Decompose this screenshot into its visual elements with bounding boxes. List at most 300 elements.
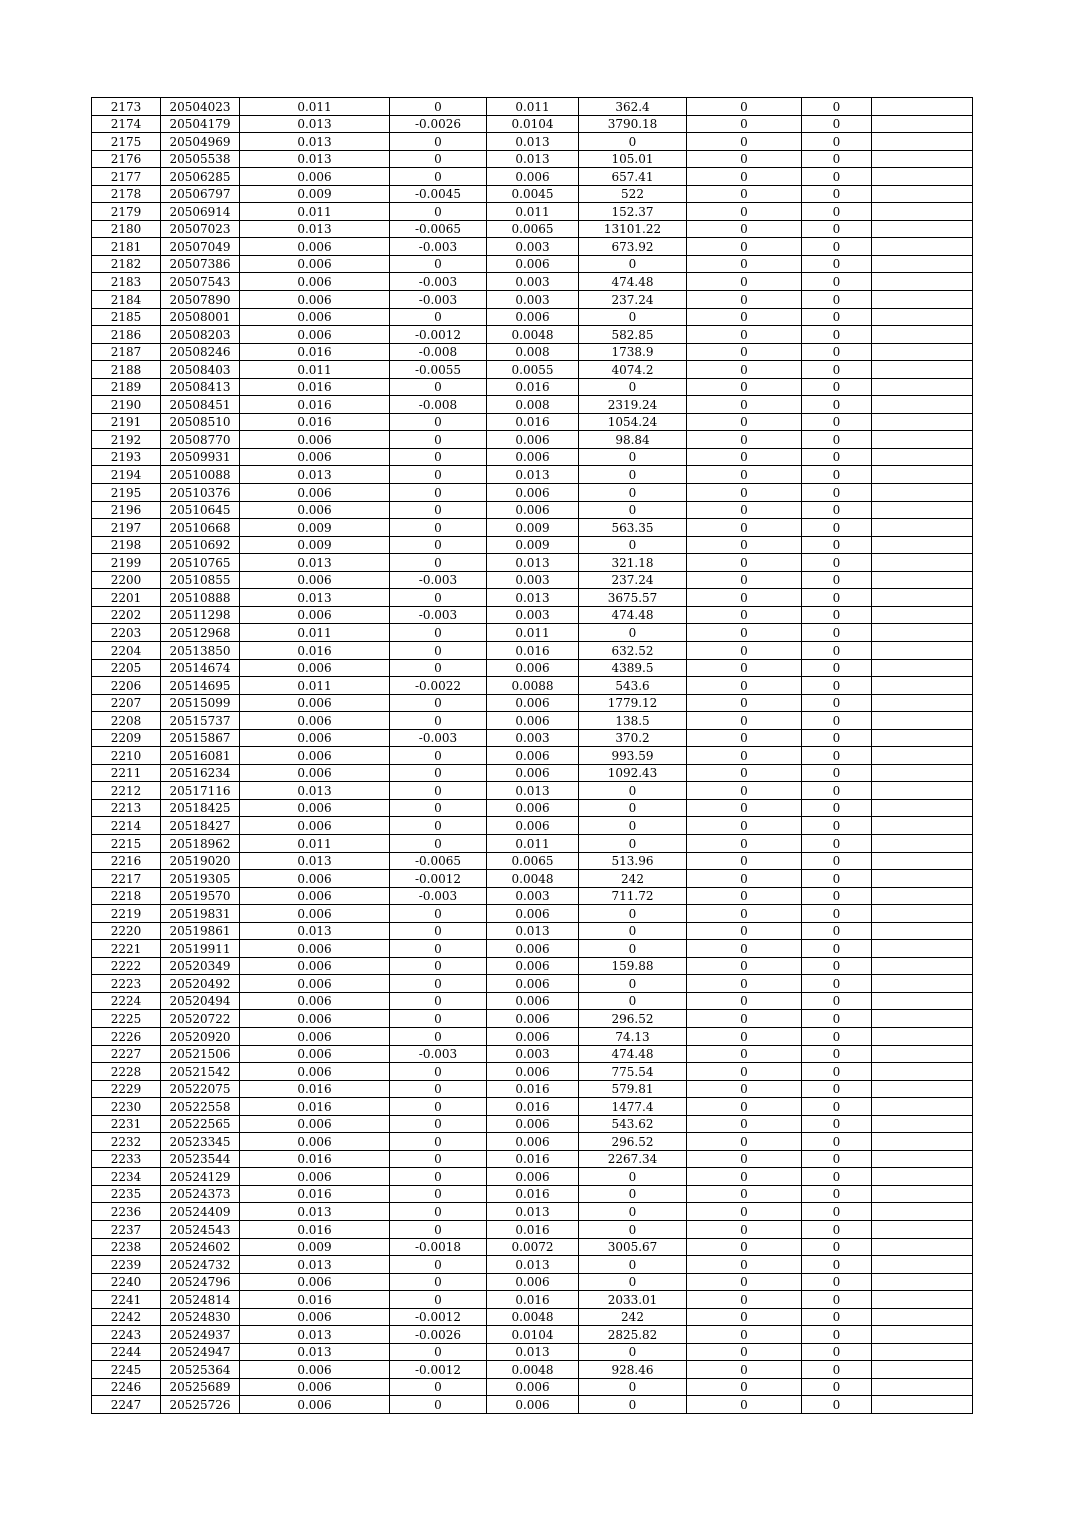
value-b-cell: 0.0055	[487, 361, 579, 379]
value-b-cell: 0.0048	[487, 326, 579, 344]
amount-cell: 1738.9	[579, 343, 687, 361]
amount-cell: 0	[579, 975, 687, 993]
value-a-cell: 0.016	[240, 1185, 390, 1203]
table-row	[92, 1080, 973, 1098]
amount-cell: 0	[579, 782, 687, 800]
table-row	[92, 1291, 973, 1309]
adjustment-cell: 0	[390, 308, 487, 326]
row-number-cell: 2211	[92, 764, 161, 782]
id-cell: 20522075	[161, 1080, 240, 1098]
zero-col-1-cell: 0	[687, 571, 802, 589]
zero-col-2-cell: 0	[802, 1168, 872, 1186]
row-number-cell: 2228	[92, 1063, 161, 1081]
blank-cell	[872, 992, 973, 1010]
row-number-cell: 2214	[92, 817, 161, 835]
row-number-cell: 2225	[92, 1010, 161, 1028]
amount-cell: 0	[579, 992, 687, 1010]
id-cell: 20507543	[161, 273, 240, 291]
id-cell: 20523544	[161, 1150, 240, 1168]
value-a-cell: 0.006	[240, 308, 390, 326]
blank-cell	[872, 413, 973, 431]
value-a-cell: 0.013	[240, 115, 390, 133]
amount-cell: 242	[579, 870, 687, 888]
table-row	[92, 291, 973, 309]
blank-cell	[872, 1343, 973, 1361]
amount-cell: 0	[579, 501, 687, 519]
adjustment-cell: 0	[390, 589, 487, 607]
zero-col-2-cell: 0	[802, 1133, 872, 1151]
amount-cell: 993.59	[579, 747, 687, 765]
adjustment-cell: 0	[390, 641, 487, 659]
adjustment-cell: -0.0065	[390, 852, 487, 870]
id-cell: 20524796	[161, 1273, 240, 1291]
value-a-cell: 0.013	[240, 782, 390, 800]
adjustment-cell: -0.003	[390, 606, 487, 624]
id-cell: 20513850	[161, 641, 240, 659]
zero-col-2-cell: 0	[802, 238, 872, 256]
amount-cell: 0	[579, 1378, 687, 1396]
id-cell: 20507386	[161, 255, 240, 273]
row-number-cell: 2185	[92, 308, 161, 326]
value-b-cell: 0.006	[487, 1063, 579, 1081]
zero-col-2-cell: 0	[802, 852, 872, 870]
table-row	[92, 1168, 973, 1186]
table-row	[92, 1115, 973, 1133]
blank-cell	[872, 1133, 973, 1151]
value-b-cell: 0.008	[487, 343, 579, 361]
table-row	[92, 1378, 973, 1396]
table-row	[92, 396, 973, 414]
amount-cell: 296.52	[579, 1133, 687, 1151]
value-b-cell: 0.003	[487, 571, 579, 589]
amount-cell: 0	[579, 817, 687, 835]
zero-col-2-cell: 0	[802, 589, 872, 607]
zero-col-1-cell: 0	[687, 712, 802, 730]
blank-cell	[872, 1063, 973, 1081]
zero-col-2-cell: 0	[802, 326, 872, 344]
row-number-cell: 2227	[92, 1045, 161, 1063]
row-number-cell: 2181	[92, 238, 161, 256]
adjustment-cell: -0.0012	[390, 326, 487, 344]
adjustment-cell: -0.008	[390, 396, 487, 414]
zero-col-1-cell: 0	[687, 273, 802, 291]
blank-cell	[872, 238, 973, 256]
table-row	[92, 519, 973, 537]
table-body	[92, 98, 973, 1414]
zero-col-1-cell: 0	[687, 624, 802, 642]
row-number-cell: 2190	[92, 396, 161, 414]
table-row	[92, 1133, 973, 1151]
value-b-cell: 0.006	[487, 431, 579, 449]
amount-cell: 2267.34	[579, 1150, 687, 1168]
zero-col-1-cell: 0	[687, 1010, 802, 1028]
value-b-cell: 0.0048	[487, 870, 579, 888]
blank-cell	[872, 361, 973, 379]
blank-cell	[872, 1150, 973, 1168]
id-cell: 20504969	[161, 133, 240, 151]
table-row	[92, 887, 973, 905]
value-b-cell: 0.0048	[487, 1361, 579, 1379]
value-b-cell: 0.006	[487, 308, 579, 326]
value-b-cell: 0.003	[487, 729, 579, 747]
amount-cell: 4074.2	[579, 361, 687, 379]
table-row	[92, 343, 973, 361]
amount-cell: 0	[579, 466, 687, 484]
adjustment-cell: 0	[390, 203, 487, 221]
table-row	[92, 1010, 973, 1028]
zero-col-1-cell: 0	[687, 1396, 802, 1414]
zero-col-2-cell: 0	[802, 168, 872, 186]
id-cell: 20525364	[161, 1361, 240, 1379]
blank-cell	[872, 1098, 973, 1116]
value-b-cell: 0.006	[487, 940, 579, 958]
id-cell: 20506914	[161, 203, 240, 221]
amount-cell: 1092.43	[579, 764, 687, 782]
value-b-cell: 0.006	[487, 659, 579, 677]
adjustment-cell: 0	[390, 501, 487, 519]
adjustment-cell: 0	[390, 1396, 487, 1414]
id-cell: 20510645	[161, 501, 240, 519]
adjustment-cell: 0	[390, 1063, 487, 1081]
table-row	[92, 659, 973, 677]
table-row	[92, 992, 973, 1010]
value-a-cell: 0.006	[240, 1027, 390, 1045]
table-row	[92, 413, 973, 431]
adjustment-cell: 0	[390, 448, 487, 466]
value-b-cell: 0.016	[487, 1221, 579, 1239]
zero-col-1-cell: 0	[687, 589, 802, 607]
value-b-cell: 0.006	[487, 1168, 579, 1186]
blank-cell	[872, 1221, 973, 1239]
value-b-cell: 0.011	[487, 203, 579, 221]
row-number-cell: 2226	[92, 1027, 161, 1045]
value-b-cell: 0.003	[487, 238, 579, 256]
blank-cell	[872, 98, 973, 116]
row-number-cell: 2236	[92, 1203, 161, 1221]
zero-col-2-cell: 0	[802, 992, 872, 1010]
table-row	[92, 255, 973, 273]
blank-cell	[872, 501, 973, 519]
zero-col-1-cell: 0	[687, 817, 802, 835]
blank-cell	[872, 1185, 973, 1203]
adjustment-cell: 0	[390, 168, 487, 186]
amount-cell: 673.92	[579, 238, 687, 256]
zero-col-2-cell: 0	[802, 150, 872, 168]
id-cell: 20520492	[161, 975, 240, 993]
zero-col-2-cell: 0	[802, 905, 872, 923]
zero-col-2-cell: 0	[802, 817, 872, 835]
zero-col-1-cell: 0	[687, 1098, 802, 1116]
row-number-cell: 2196	[92, 501, 161, 519]
blank-cell	[872, 519, 973, 537]
table-row	[92, 308, 973, 326]
zero-col-2-cell: 0	[802, 343, 872, 361]
zero-col-2-cell: 0	[802, 361, 872, 379]
blank-cell	[872, 747, 973, 765]
zero-col-2-cell: 0	[802, 501, 872, 519]
value-a-cell: 0.006	[240, 1378, 390, 1396]
value-b-cell: 0.006	[487, 484, 579, 502]
zero-col-1-cell: 0	[687, 1063, 802, 1081]
amount-cell: 74.13	[579, 1027, 687, 1045]
adjustment-cell: 0	[390, 1168, 487, 1186]
table-row	[92, 922, 973, 940]
blank-cell	[872, 1256, 973, 1274]
blank-cell	[872, 606, 973, 624]
amount-cell: 13101.22	[579, 220, 687, 238]
adjustment-cell: 0	[390, 992, 487, 1010]
row-number-cell: 2242	[92, 1308, 161, 1326]
value-b-cell: 0.008	[487, 396, 579, 414]
zero-col-2-cell: 0	[802, 1396, 872, 1414]
zero-col-1-cell: 0	[687, 992, 802, 1010]
zero-col-1-cell: 0	[687, 834, 802, 852]
value-a-cell: 0.016	[240, 1291, 390, 1309]
table-row	[92, 782, 973, 800]
table-row	[92, 1063, 973, 1081]
adjustment-cell: 0	[390, 519, 487, 537]
blank-cell	[872, 1010, 973, 1028]
table-row	[92, 817, 973, 835]
blank-cell	[872, 448, 973, 466]
blank-cell	[872, 396, 973, 414]
value-b-cell: 0.006	[487, 168, 579, 186]
value-a-cell: 0.006	[240, 326, 390, 344]
value-b-cell: 0.016	[487, 641, 579, 659]
value-b-cell: 0.003	[487, 887, 579, 905]
adjustment-cell: -0.008	[390, 343, 487, 361]
zero-col-1-cell: 0	[687, 1361, 802, 1379]
row-number-cell: 2184	[92, 291, 161, 309]
zero-col-1-cell: 0	[687, 168, 802, 186]
value-a-cell: 0.006	[240, 1010, 390, 1028]
zero-col-2-cell: 0	[802, 273, 872, 291]
blank-cell	[872, 589, 973, 607]
blank-cell	[872, 905, 973, 923]
value-a-cell: 0.006	[240, 870, 390, 888]
row-number-cell: 2217	[92, 870, 161, 888]
row-number-cell: 2222	[92, 957, 161, 975]
value-b-cell: 0.006	[487, 957, 579, 975]
blank-cell	[872, 659, 973, 677]
adjustment-cell: 0	[390, 484, 487, 502]
value-b-cell: 0.006	[487, 905, 579, 923]
row-number-cell: 2210	[92, 747, 161, 765]
value-a-cell: 0.006	[240, 255, 390, 273]
zero-col-1-cell: 0	[687, 641, 802, 659]
zero-col-1-cell: 0	[687, 922, 802, 940]
adjustment-cell: 0	[390, 957, 487, 975]
id-cell: 20525726	[161, 1396, 240, 1414]
id-cell: 20515737	[161, 712, 240, 730]
zero-col-2-cell: 0	[802, 747, 872, 765]
row-number-cell: 2200	[92, 571, 161, 589]
zero-col-2-cell: 0	[802, 1010, 872, 1028]
value-a-cell: 0.013	[240, 1256, 390, 1274]
value-a-cell: 0.013	[240, 589, 390, 607]
value-b-cell: 0.013	[487, 1256, 579, 1274]
adjustment-cell: 0	[390, 659, 487, 677]
id-cell: 20524732	[161, 1256, 240, 1274]
value-b-cell: 0.006	[487, 1133, 579, 1151]
amount-cell: 0	[579, 378, 687, 396]
adjustment-cell: 0	[390, 694, 487, 712]
value-a-cell: 0.006	[240, 273, 390, 291]
row-number-cell: 2212	[92, 782, 161, 800]
adjustment-cell: 0	[390, 1203, 487, 1221]
zero-col-2-cell: 0	[802, 98, 872, 116]
value-a-cell: 0.011	[240, 624, 390, 642]
table-row	[92, 852, 973, 870]
row-number-cell: 2204	[92, 641, 161, 659]
table-row	[92, 1203, 973, 1221]
zero-col-2-cell: 0	[802, 133, 872, 151]
value-b-cell: 0.006	[487, 448, 579, 466]
adjustment-cell: -0.003	[390, 273, 487, 291]
zero-col-1-cell: 0	[687, 431, 802, 449]
id-cell: 20510692	[161, 536, 240, 554]
zero-col-2-cell: 0	[802, 1273, 872, 1291]
value-b-cell: 0.0045	[487, 185, 579, 203]
amount-cell: 711.72	[579, 887, 687, 905]
value-b-cell: 0.006	[487, 255, 579, 273]
blank-cell	[872, 834, 973, 852]
adjustment-cell: 0	[390, 1378, 487, 1396]
adjustment-cell: 0	[390, 624, 487, 642]
blank-cell	[872, 255, 973, 273]
table-row	[92, 799, 973, 817]
adjustment-cell: 0	[390, 712, 487, 730]
amount-cell: 2319.24	[579, 396, 687, 414]
value-b-cell: 0.013	[487, 589, 579, 607]
row-number-cell: 2246	[92, 1378, 161, 1396]
value-a-cell: 0.016	[240, 343, 390, 361]
zero-col-1-cell: 0	[687, 220, 802, 238]
value-b-cell: 0.006	[487, 975, 579, 993]
value-a-cell: 0.013	[240, 220, 390, 238]
value-a-cell: 0.006	[240, 1168, 390, 1186]
zero-col-2-cell: 0	[802, 677, 872, 695]
value-b-cell: 0.0065	[487, 852, 579, 870]
table-row	[92, 1045, 973, 1063]
amount-cell: 0	[579, 536, 687, 554]
value-b-cell: 0.016	[487, 1150, 579, 1168]
zero-col-2-cell: 0	[802, 624, 872, 642]
table-row	[92, 975, 973, 993]
zero-col-2-cell: 0	[802, 1150, 872, 1168]
blank-cell	[872, 1238, 973, 1256]
zero-col-2-cell: 0	[802, 641, 872, 659]
amount-cell: 474.48	[579, 606, 687, 624]
amount-cell: 2825.82	[579, 1326, 687, 1344]
id-cell: 20508451	[161, 396, 240, 414]
value-b-cell: 0.006	[487, 1115, 579, 1133]
row-number-cell: 2187	[92, 343, 161, 361]
blank-cell	[872, 1045, 973, 1063]
zero-col-1-cell: 0	[687, 957, 802, 975]
table-row	[92, 220, 973, 238]
row-number-cell: 2208	[92, 712, 161, 730]
table-row	[92, 834, 973, 852]
zero-col-1-cell: 0	[687, 361, 802, 379]
blank-cell	[872, 273, 973, 291]
blank-cell	[872, 922, 973, 940]
amount-cell: 98.84	[579, 431, 687, 449]
zero-col-2-cell: 0	[802, 1185, 872, 1203]
table-row	[92, 1396, 973, 1414]
row-number-cell: 2191	[92, 413, 161, 431]
row-number-cell: 2231	[92, 1115, 161, 1133]
id-cell: 20524373	[161, 1185, 240, 1203]
adjustment-cell: -0.003	[390, 291, 487, 309]
value-a-cell: 0.006	[240, 729, 390, 747]
zero-col-2-cell: 0	[802, 519, 872, 537]
row-number-cell: 2233	[92, 1150, 161, 1168]
zero-col-1-cell: 0	[687, 519, 802, 537]
table-row	[92, 1150, 973, 1168]
row-number-cell: 2189	[92, 378, 161, 396]
row-number-cell: 2175	[92, 133, 161, 151]
id-cell: 20510765	[161, 554, 240, 572]
zero-col-1-cell: 0	[687, 378, 802, 396]
id-cell: 20524937	[161, 1326, 240, 1344]
adjustment-cell: 0	[390, 133, 487, 151]
adjustment-cell: -0.0055	[390, 361, 487, 379]
value-b-cell: 0.006	[487, 747, 579, 765]
id-cell: 20520349	[161, 957, 240, 975]
amount-cell: 0	[579, 1273, 687, 1291]
id-cell: 20517116	[161, 782, 240, 800]
id-cell: 20524129	[161, 1168, 240, 1186]
zero-col-2-cell: 0	[802, 887, 872, 905]
zero-col-2-cell: 0	[802, 659, 872, 677]
zero-col-1-cell: 0	[687, 1185, 802, 1203]
blank-cell	[872, 185, 973, 203]
value-b-cell: 0.006	[487, 1378, 579, 1396]
table-row	[92, 712, 973, 730]
table-row	[92, 571, 973, 589]
row-number-cell: 2194	[92, 466, 161, 484]
value-a-cell: 0.013	[240, 1326, 390, 1344]
amount-cell: 543.6	[579, 677, 687, 695]
adjustment-cell: -0.0012	[390, 870, 487, 888]
value-a-cell: 0.011	[240, 677, 390, 695]
value-a-cell: 0.016	[240, 641, 390, 659]
value-b-cell: 0.016	[487, 1185, 579, 1203]
row-number-cell: 2206	[92, 677, 161, 695]
adjustment-cell: 0	[390, 799, 487, 817]
amount-cell: 237.24	[579, 291, 687, 309]
zero-col-1-cell: 0	[687, 203, 802, 221]
value-a-cell: 0.006	[240, 238, 390, 256]
value-a-cell: 0.006	[240, 1361, 390, 1379]
zero-col-2-cell: 0	[802, 115, 872, 133]
table-row	[92, 238, 973, 256]
zero-col-1-cell: 0	[687, 1168, 802, 1186]
zero-col-2-cell: 0	[802, 1098, 872, 1116]
row-number-cell: 2230	[92, 1098, 161, 1116]
blank-cell	[872, 1027, 973, 1045]
value-a-cell: 0.011	[240, 834, 390, 852]
blank-cell	[872, 308, 973, 326]
blank-cell	[872, 1080, 973, 1098]
zero-col-2-cell: 0	[802, 1027, 872, 1045]
zero-col-1-cell: 0	[687, 852, 802, 870]
value-b-cell: 0.011	[487, 624, 579, 642]
zero-col-2-cell: 0	[802, 203, 872, 221]
row-number-cell: 2177	[92, 168, 161, 186]
value-a-cell: 0.006	[240, 1396, 390, 1414]
